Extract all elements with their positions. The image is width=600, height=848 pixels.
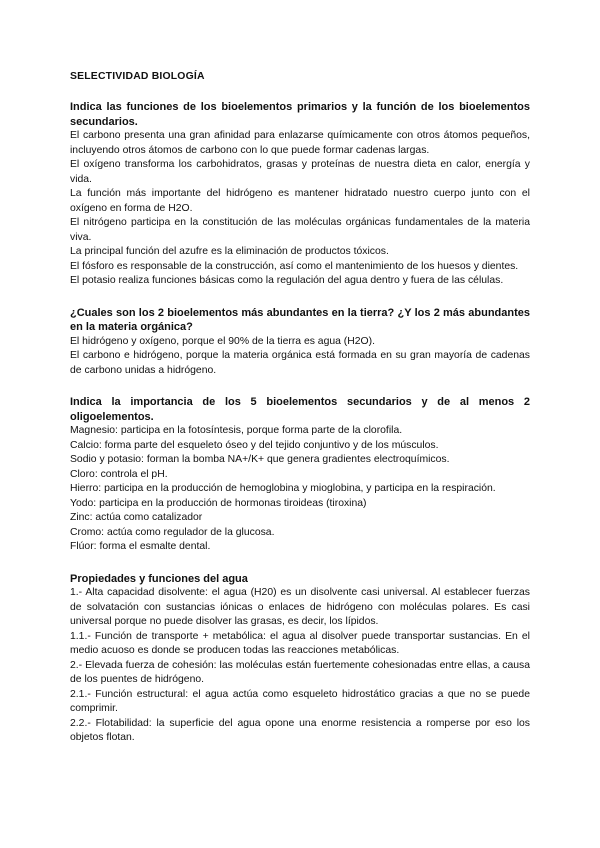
paragraph: Sodio y potasio: forman la bomba NA+/K+ que genera gradientes electroquímicos. (70, 454, 450, 465)
paragraph: 2.1.- Función estructural: el agua actúa como esqueleto hidrostático gracias a que no se puede comprimir. (70, 688, 530, 714)
section-secondary-importance (70, 395, 530, 555)
paragraph: 1.1.- Función de transporte + metabólica: el agua al disolver puede transportar sustancias. En el medio acuoso es donde se producen todas las reacciones metabólicas. (70, 630, 530, 656)
paragraph: El nitrógeno participa en la constitución de las moléculas orgánicas fundamentales de la materia viva. (70, 217, 530, 243)
section-water-properties (70, 572, 530, 746)
paragraph: Cromo: actúa como regulador de la glucosa. (70, 526, 275, 538)
paragraph: 2.- Elevada fuerza de cohesión: las moléculas están fuertemente cohesionadas entre ellas, a causa de los puentes de hidrógeno. (70, 659, 530, 685)
document-title: SELECTIVIDAD BIOLOGÍA (70, 71, 205, 82)
paragraph: Cloro: controla el pH. (70, 468, 168, 480)
paragraph: Flúor: forma el esmalte dental. (70, 541, 211, 552)
paragraph: El oxígeno transforma los carbohidratos, grasas y proteínas de nuestra dieta en calor, energía y vida. (70, 159, 530, 185)
section-heading: Indica la importancia de los 5 bioelementos secundarios y de al menos 2 oligoelementos. (70, 396, 530, 423)
paragraph: El carbono e hidrógeno, porque la materia orgánica está formada en su gran mayoría de cadenas de carbono unidas a hidrógeno. (70, 350, 530, 376)
section-heading: Indica las funciones de los bioelementos primarios y la función de los bioelementos secundarios. (70, 101, 530, 128)
paragraph: Calcio: forma parte del esqueleto óseo y del tejido conjuntivo y de los músculos. (70, 439, 439, 451)
paragraph: El carbono presenta una gran afinidad para enlazarse químicamente con otros átomos pequeños, incluyendo otros átomos de carbono con lo que puede formar cadenas largas. (70, 130, 530, 156)
paragraph: 2.2.- Flotabilidad: la superficie del agua opone una enorme resistencia a romperse por eso los objetos flotan. (70, 717, 530, 743)
section-heading: Propiedades y funciones del agua (70, 572, 248, 585)
paragraph: El hidrógeno y oxígeno, porque el 90% de la tierra es agua (H2O). (70, 335, 375, 347)
paragraph: Magnesio: participa en la fotosíntesis, porque forma parte de la clorofila. (70, 425, 403, 436)
paragraph: La principal función del azufre es la eliminación de productos tóxicos. (70, 246, 389, 257)
paragraph: El potasio realiza funciones básicas como la regulación del agua dentro y fuera de las células. (70, 275, 504, 286)
paragraph: El fósforo es responsable de la construcción, así como el mantenimiento de los huesos y dientes. (70, 260, 519, 272)
section-most-abundant (70, 306, 530, 379)
paragraph: 1.- Alta capacidad disolvente: el agua (H20) es un disolvente casi universal. Al establecer fuerzas de solvatación con sustancias iónicas o enlaces de hidrógeno con moléculas polares. Es casi universal porque no puede disolver las grasas, es decir, los lípidos. (70, 587, 530, 627)
paragraph: Yodo: participa en la producción de hormonas tiroideas (tiroxina) (70, 497, 367, 509)
paragraph: La función más importante del hidrógeno es mantener hidratado nuestro cuerpo junto con el oxígeno en forma de H2O. (70, 188, 530, 214)
paragraph: Zinc: actúa como catalizador (70, 512, 203, 523)
paragraph: Hierro: participa en la producción de hemoglobina y mioglobina, y participa en la respiración. (70, 483, 496, 494)
section-bioelement-functions (70, 100, 530, 289)
section-heading: ¿Cuales son los 2 bioelementos más abundantes en la tierra? ¿Y los 2 más abundantes en la materia orgánica? (70, 306, 530, 333)
